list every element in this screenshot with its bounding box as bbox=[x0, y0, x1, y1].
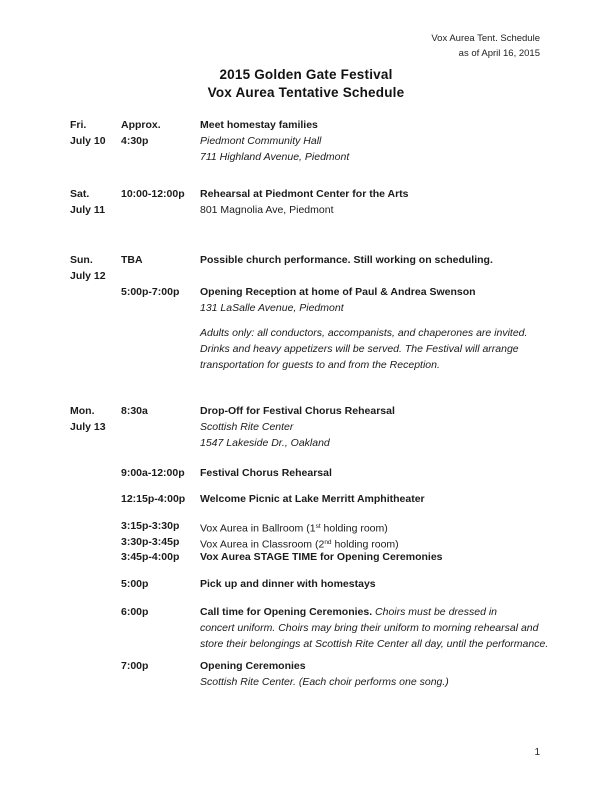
text-run: Pick up and dinner with homestays bbox=[200, 578, 376, 590]
time-cell: 3:45p-4:00p bbox=[121, 551, 180, 563]
text-run: Choirs must be dressed in bbox=[372, 606, 498, 618]
time-cell: 7:00p bbox=[121, 660, 149, 672]
text-run: Possible church performance. Still working on scheduling. bbox=[200, 254, 493, 266]
description-cell bbox=[200, 436, 330, 451]
description-cell bbox=[200, 605, 497, 620]
text-run: Rehearsal at Piedmont Center for the Arts bbox=[200, 188, 409, 200]
text-run: Scottish Rite Center. (Each choir performs one song.) bbox=[200, 676, 449, 688]
schedule-line bbox=[0, 358, 612, 374]
text-run: transportation for guests to and from the Reception. bbox=[200, 359, 440, 371]
time-cell: TBA bbox=[121, 254, 143, 266]
description-cell bbox=[200, 134, 321, 149]
schedule-line bbox=[0, 420, 612, 436]
text-run: Meet homestay families bbox=[200, 119, 318, 131]
day-cell: Sun. bbox=[70, 254, 93, 266]
text-run: 1547 Lakeside Dr., Oakland bbox=[200, 437, 330, 449]
corner-note-line1: Vox Aurea Tent. Schedule bbox=[431, 33, 540, 44]
description-cell bbox=[200, 550, 443, 565]
page-number: 1 bbox=[534, 747, 540, 758]
description-cell bbox=[200, 150, 349, 165]
document-title bbox=[0, 66, 612, 102]
text-run: 801 Magnolia Ave, Piedmont bbox=[200, 204, 334, 216]
text-run: st bbox=[315, 523, 321, 530]
schedule-line bbox=[0, 134, 612, 150]
schedule-line bbox=[0, 550, 612, 566]
day-cell: July 10 bbox=[70, 135, 106, 147]
time-cell: 9:00a-12:00p bbox=[121, 467, 185, 479]
description-cell bbox=[200, 203, 333, 218]
description-cell bbox=[200, 519, 388, 537]
schedule-line bbox=[0, 326, 612, 342]
schedule-line bbox=[0, 577, 612, 593]
schedule-line bbox=[0, 118, 612, 134]
schedule-line bbox=[0, 285, 612, 301]
schedule-line bbox=[0, 269, 612, 285]
corner-note bbox=[431, 31, 540, 61]
day-cell: July 13 bbox=[70, 421, 106, 433]
day-cell: Sat. bbox=[70, 188, 90, 200]
schedule-line bbox=[0, 466, 612, 482]
time-cell: 3:15p-3:30p bbox=[121, 520, 180, 532]
schedule-line bbox=[0, 436, 612, 452]
day-cell: Fri. bbox=[70, 119, 87, 131]
text-run: store their belongings at Scottish Rite Center all day, until the performance. bbox=[200, 638, 549, 650]
schedule-line bbox=[0, 342, 612, 358]
description-cell bbox=[200, 659, 306, 674]
description-cell bbox=[200, 492, 425, 507]
description-cell bbox=[200, 187, 409, 202]
text-run: holding room) bbox=[320, 522, 388, 535]
schedule-line bbox=[0, 404, 612, 420]
text-run: Festival Chorus Rehearsal bbox=[200, 467, 332, 479]
description-cell bbox=[200, 285, 476, 300]
day-cell: Mon. bbox=[70, 405, 95, 417]
schedule-line bbox=[0, 605, 612, 621]
text-run: 711 Highland Avenue, Piedmont bbox=[200, 151, 350, 163]
schedule-line bbox=[0, 659, 612, 675]
description-cell bbox=[200, 404, 395, 419]
description-cell bbox=[200, 358, 440, 373]
description-cell bbox=[200, 637, 548, 652]
text-run: concert uniform. Choirs may bring their uniform to morning rehearsal and bbox=[200, 622, 539, 634]
day-cell: July 11 bbox=[70, 204, 106, 216]
time-cell: 6:00p bbox=[121, 606, 149, 618]
schedule-line bbox=[0, 150, 612, 166]
time-cell: 5:00p bbox=[121, 578, 149, 590]
schedule-line bbox=[0, 187, 612, 203]
text-run: Piedmont Community Hall bbox=[200, 135, 322, 147]
text-run: Drinks and heavy appetizers will be served. The Festival will arrange bbox=[200, 343, 519, 355]
schedule-line bbox=[0, 637, 612, 653]
time-cell: 3:30p-3:45p bbox=[121, 536, 180, 548]
text-run: Adults only: all conductors, accompanists, and chaperones are invited. bbox=[200, 327, 528, 339]
description-cell bbox=[200, 577, 376, 592]
description-cell bbox=[200, 326, 527, 341]
description-cell bbox=[200, 675, 449, 690]
text-run: Drop-Off for Festival Chorus Rehearsal bbox=[200, 405, 395, 417]
description-cell bbox=[200, 420, 293, 435]
schedule-line bbox=[0, 519, 612, 535]
schedule-line bbox=[0, 203, 612, 219]
description-cell bbox=[200, 253, 493, 268]
day-cell: July 12 bbox=[70, 270, 106, 282]
text-run: Vox Aurea in Classroom (2 bbox=[200, 538, 325, 551]
corner-note-line2: as of April 16, 2015 bbox=[458, 48, 540, 59]
schedule-line bbox=[0, 535, 612, 551]
title-line1: 2015 Golden Gate Festival bbox=[219, 67, 393, 82]
time-cell: 10:00-12:00p bbox=[121, 188, 185, 200]
description-cell bbox=[200, 301, 344, 316]
text-run: Call time for Opening Ceremonies. bbox=[200, 606, 373, 618]
description-cell bbox=[200, 342, 519, 357]
text-run: Scottish Rite Center bbox=[200, 421, 294, 433]
text-run: nd bbox=[324, 539, 332, 546]
time-cell: 4:30p bbox=[121, 135, 149, 147]
schedule-line bbox=[0, 675, 612, 691]
text-run: Vox Aurea STAGE TIME for Opening Ceremonies bbox=[200, 551, 443, 563]
schedule-line bbox=[0, 301, 612, 317]
text-run: 131 LaSalle Avenue, Piedmont bbox=[200, 302, 344, 314]
text-run: Welcome Picnic at Lake Merritt Amphitheater bbox=[200, 493, 425, 505]
text-run: Vox Aurea in Ballroom (1 bbox=[200, 522, 316, 535]
description-cell bbox=[200, 621, 538, 636]
text-run: Opening Reception at home of Paul & Andrea Swenson bbox=[200, 286, 476, 298]
text-run: holding room) bbox=[331, 538, 399, 551]
schedule-line bbox=[0, 492, 612, 508]
time-cell: 5:00p-7:00p bbox=[121, 286, 180, 298]
schedule-line bbox=[0, 621, 612, 637]
schedule-line bbox=[0, 253, 612, 269]
time-cell: 8:30a bbox=[121, 405, 148, 417]
description-cell bbox=[200, 466, 332, 481]
time-cell: 12:15p-4:00p bbox=[121, 493, 186, 505]
title-line2: Vox Aurea Tentative Schedule bbox=[207, 85, 405, 100]
text-run: Opening Ceremonies bbox=[200, 660, 306, 672]
time-cell: Approx. bbox=[121, 119, 161, 131]
description-cell bbox=[200, 118, 318, 133]
